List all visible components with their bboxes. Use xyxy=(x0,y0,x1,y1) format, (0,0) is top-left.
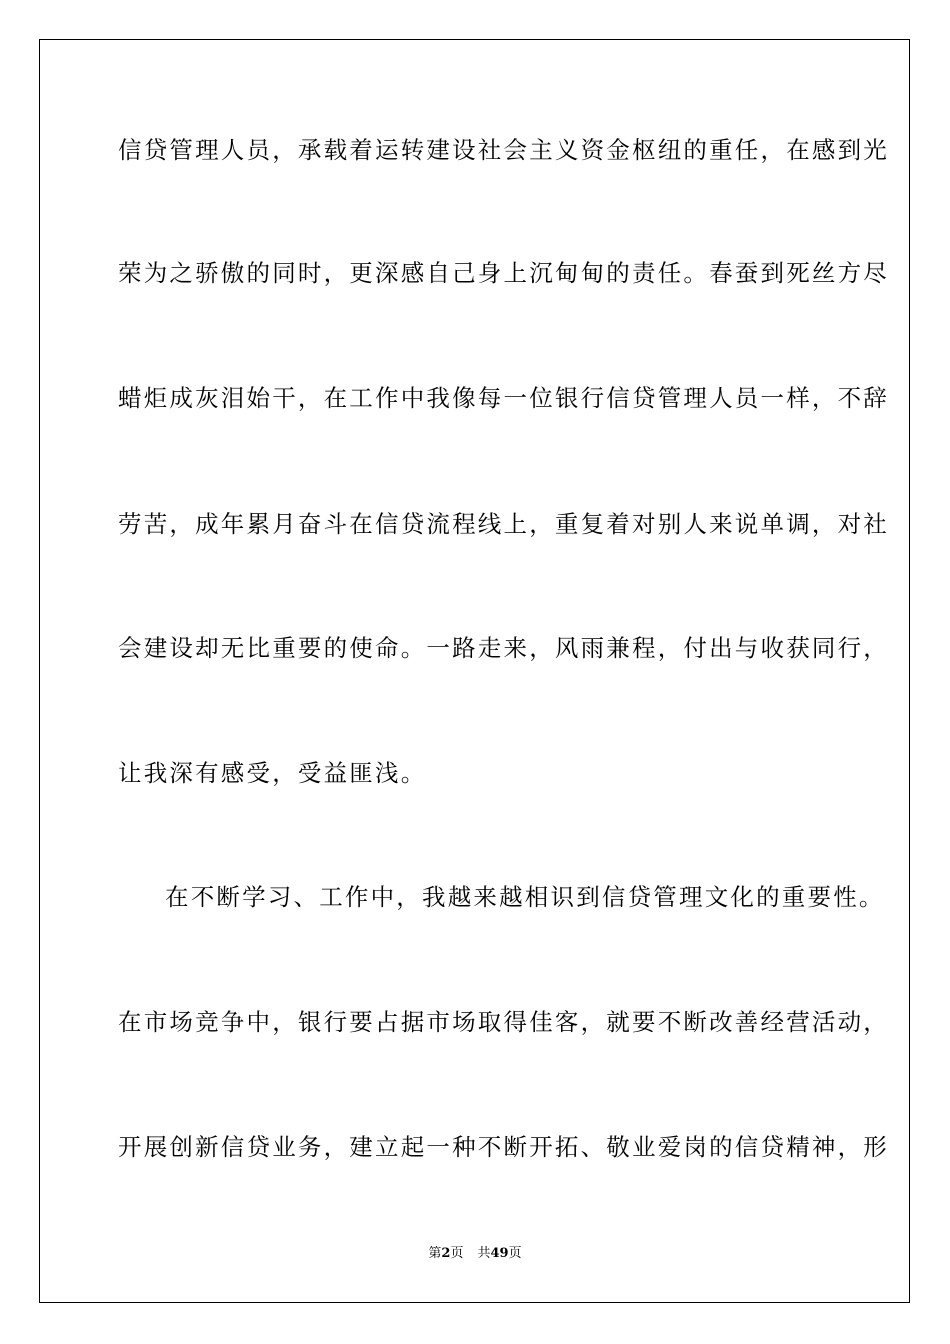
text-line-3: 蜡炬成灰泪始干，在工作中我像每一位银行信贷管理人员一样，不辞 xyxy=(118,384,889,412)
text-line-9: 开展创新信贷业务，建立起一种不断开拓、敬业爱岗的信贷精神，形 xyxy=(118,1133,889,1161)
total-label-prefix: 共 xyxy=(477,1246,491,1261)
page-border xyxy=(39,39,910,1303)
page-label-suffix: 页 xyxy=(450,1246,464,1261)
text-line-2: 荣为之骄傲的同时，更深感自己身上沉甸甸的责任。春蚕到死丝方尽 xyxy=(118,259,889,287)
page-number: 2 xyxy=(441,1246,451,1261)
text-line-8: 在市场竞争中，银行要占据市场取得佳客，就要不断改善经营活动， xyxy=(118,1008,889,1036)
text-line-5: 会建设却无比重要的使命。一路走来，风雨兼程，付出与收获同行， xyxy=(118,634,889,662)
page-footer xyxy=(0,1245,950,1263)
text-line-4: 劳苦，成年累月奋斗在信贷流程线上，重复着对别人来说单调，对社 xyxy=(118,510,889,538)
total-pages: 49 xyxy=(490,1246,509,1261)
text-line-1: 信贷管理人员，承载着运转建设社会主义资金枢纽的重任，在感到光 xyxy=(118,136,889,164)
total-label-suffix: 页 xyxy=(508,1246,522,1261)
text-line-6: 让我深有感受，受益匪浅。 xyxy=(118,759,427,787)
page-label-prefix: 第 xyxy=(428,1246,442,1261)
text-line-7: 在不断学习、工作中，我越来越相识到信贷管理文化的重要性。 xyxy=(165,883,885,911)
